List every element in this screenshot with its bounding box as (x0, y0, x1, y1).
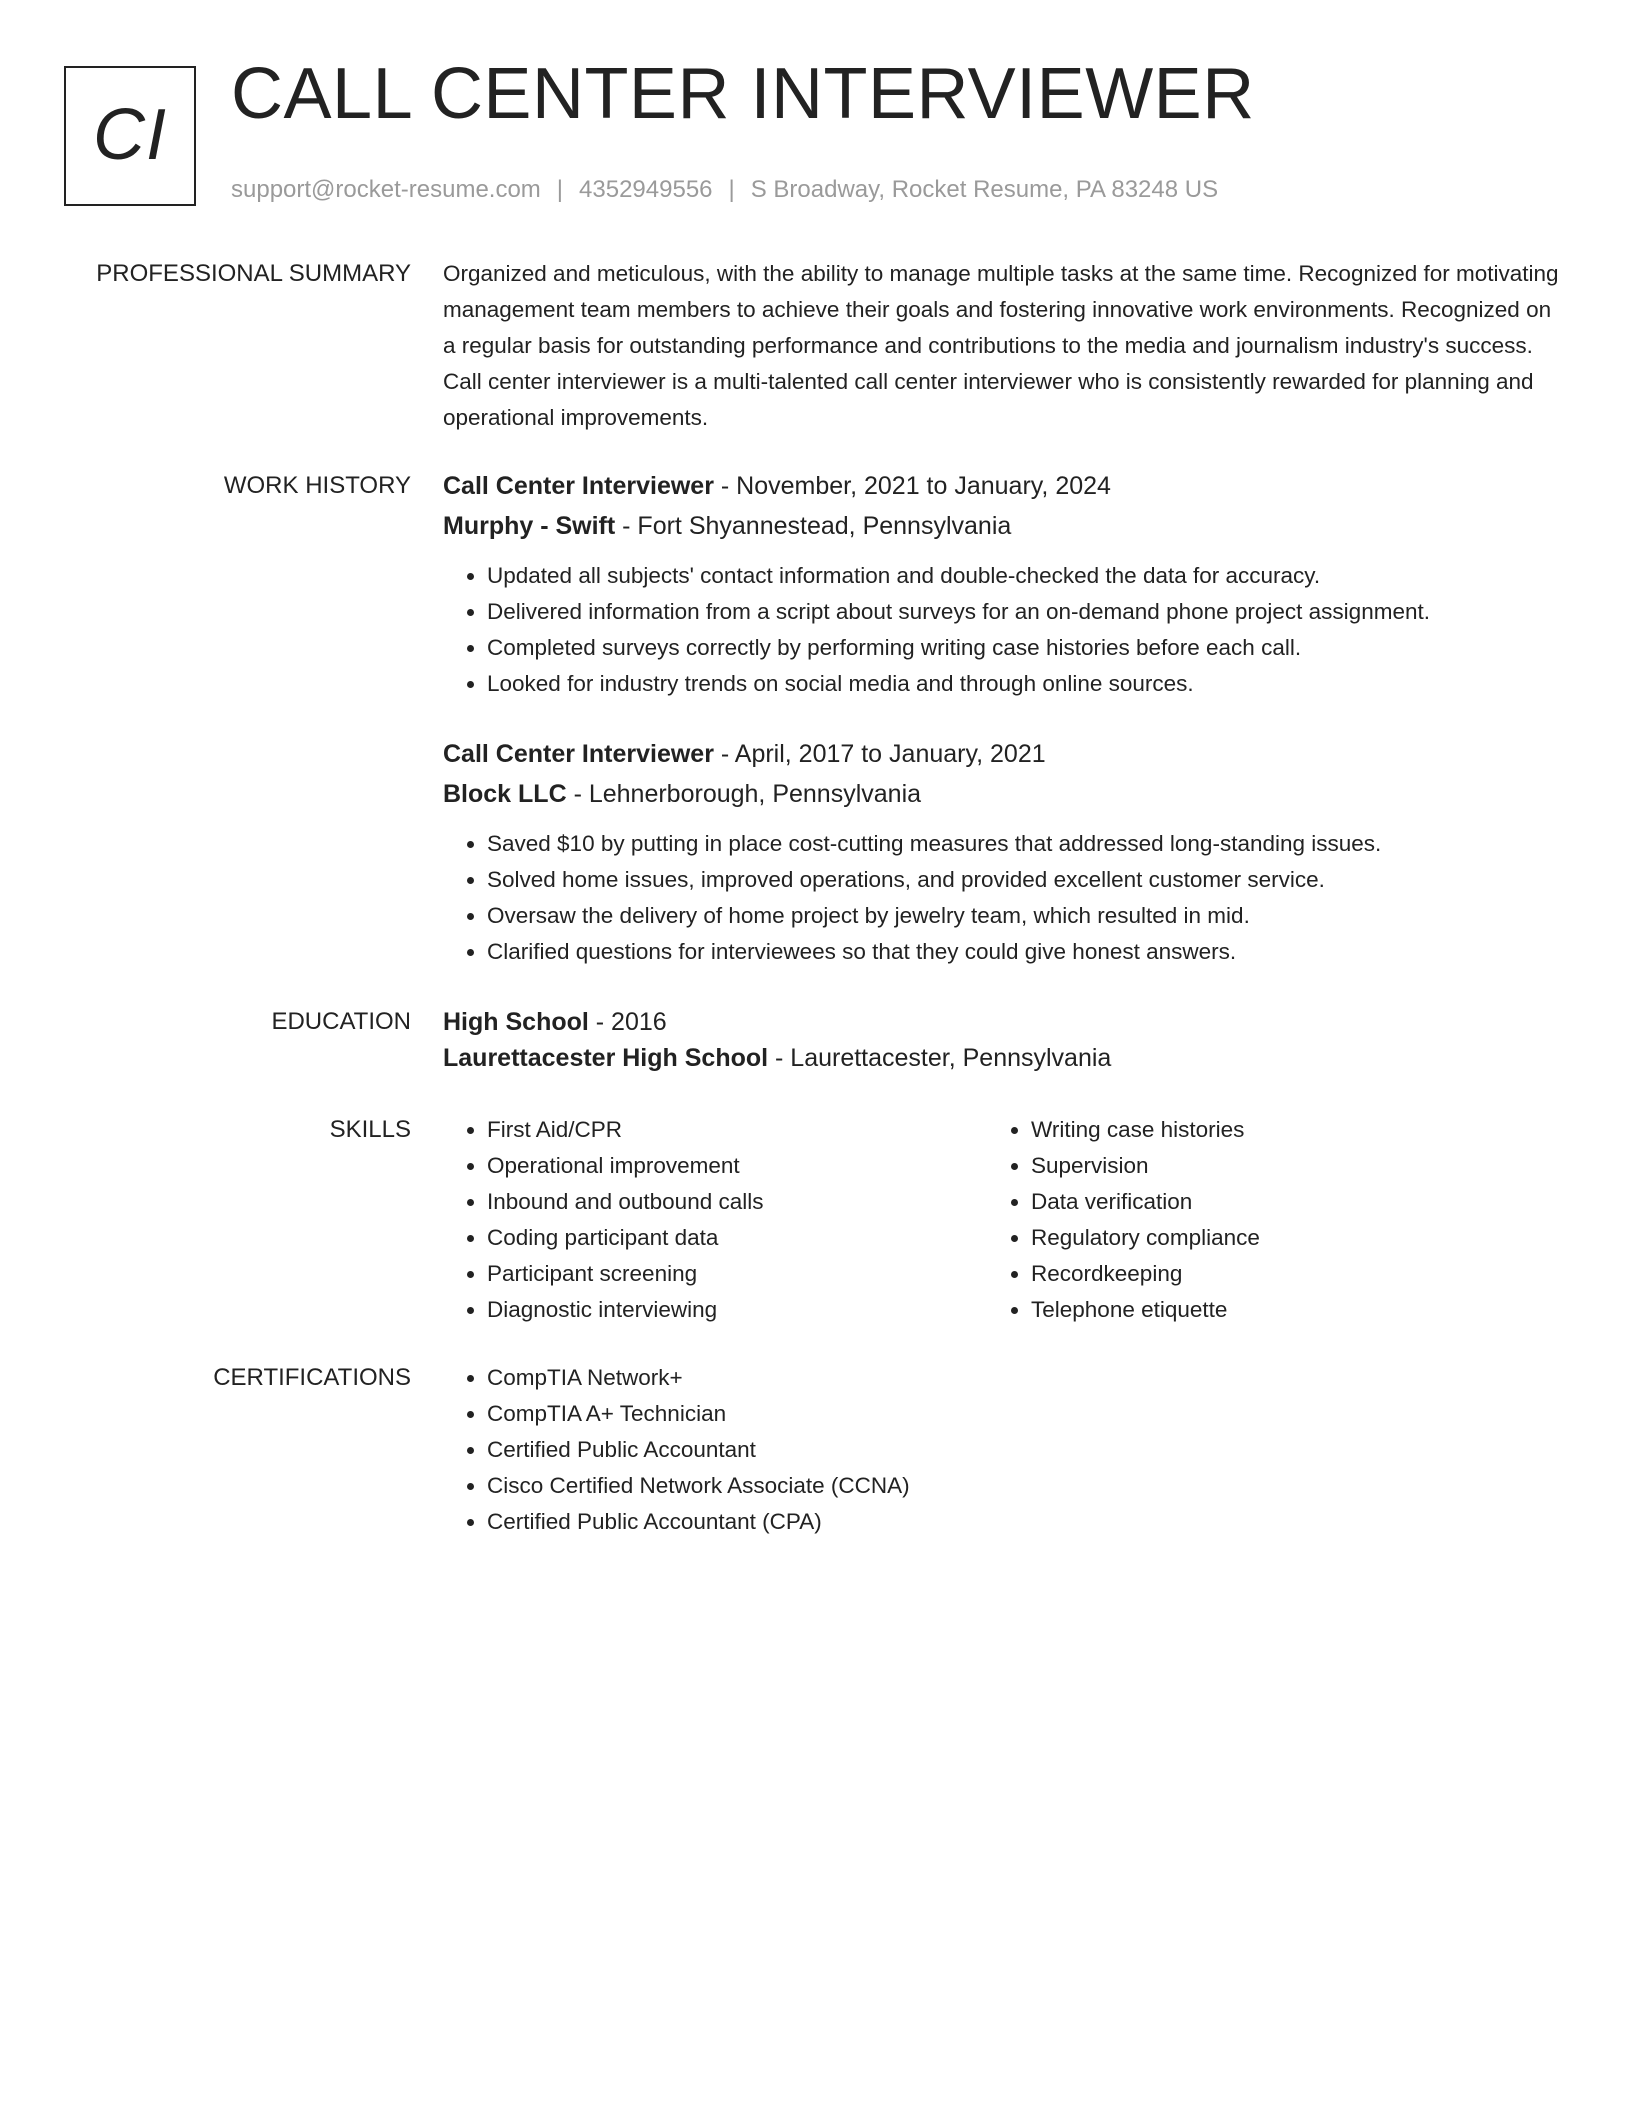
skill-item: • Data verification (1031, 1184, 1531, 1220)
education-degree: High School (443, 1008, 589, 1036)
contact-address: S Broadway, Rocket Resume, PA 83248 US (750, 176, 1219, 203)
skill-item: • Recordkeeping (1031, 1256, 1531, 1292)
section-label-skills: SKILLS (329, 1116, 411, 1143)
job-title: Call Center Interviewer (443, 472, 714, 500)
skills-body (443, 1112, 1563, 1328)
monogram-box (64, 66, 196, 206)
job-entry (443, 468, 1563, 702)
contact-line (231, 176, 1218, 204)
certifications-list (443, 1360, 1563, 1540)
certification-item: • CompTIA A+ Technician (487, 1396, 1563, 1432)
job-bullets (443, 826, 1563, 970)
job-entry (443, 736, 1563, 970)
education-body (443, 1004, 1563, 1076)
job-bullet: • Completed surveys correctly by performing writing case histories before each call. (487, 630, 1563, 666)
summary-text: Organized and meticulous, with the ability to manage multiple tasks at the same time. Recognized for motivating management team members to achieve their goals and fostering innovative work environments. Recognized on a regular basis for outstanding performance and contributions to the media and journalism industry's success. Call center interviewer is a multi-talented call center interviewer who is consistently rewarded for planning and operational improvements. (443, 261, 1559, 430)
summary-body (443, 256, 1563, 436)
job-bullets (443, 558, 1563, 702)
skill-item: • Writing case histories (1031, 1112, 1531, 1148)
job-bullet: • Oversaw the delivery of home project by jewelry team, which resulted in mid. (487, 898, 1563, 934)
job-dates: - April, 2017 to January, 2021 (713, 740, 1046, 768)
job-company-line (443, 776, 1563, 812)
section-label-summary: PROFESSIONAL SUMMARY (96, 260, 411, 287)
job-title-line (443, 736, 1563, 772)
job-company: Block LLC (443, 780, 567, 808)
certification-item: • Certified Public Accountant (CPA) (487, 1504, 1563, 1540)
job-company: Murphy - Swift (443, 512, 616, 540)
skill-item: • Inbound and outbound calls (487, 1184, 987, 1220)
education-school: Laurettacester High School (443, 1044, 769, 1072)
job-bullet: • Solved home issues, improved operations, and provided excellent customer service. (487, 862, 1563, 898)
job-bullet: • Looked for industry trends on social media and through online sources. (487, 666, 1563, 702)
skill-item: • First Aid/CPR (487, 1112, 987, 1148)
education-year: - 2016 (588, 1008, 667, 1036)
skills-columns (443, 1112, 1563, 1328)
education-degree-line (443, 1004, 1563, 1040)
contact-separator: | (556, 176, 564, 203)
candidate-name: CALL CENTER INTERVIEWER (231, 54, 1255, 134)
section-label-certifications: CERTIFICATIONS (213, 1364, 411, 1391)
education-school-line (443, 1040, 1563, 1076)
contact-phone: 4352949556 (579, 176, 713, 203)
job-bullet: • Updated all subjects' contact information and double-checked the data for accuracy. (487, 558, 1563, 594)
certification-item: • CompTIA Network+ (487, 1360, 1563, 1396)
skills-column-2 (987, 1112, 1531, 1328)
job-bullet: • Saved $10 by putting in place cost-cutting measures that addressed long-standing issues. (487, 826, 1563, 862)
skill-item: • Coding participant data (487, 1220, 987, 1256)
job-location: - Lehnerborough, Pennsylvania (566, 780, 922, 808)
job-dates: - November, 2021 to January, 2024 (713, 472, 1111, 500)
skill-item: • Diagnostic interviewing (487, 1292, 987, 1328)
skill-item: • Supervision (1031, 1148, 1531, 1184)
skill-item: • Participant screening (487, 1256, 987, 1292)
job-location: - Fort Shyannestead, Pennsylvania (615, 512, 1012, 540)
skills-column-1 (443, 1112, 987, 1328)
certifications-body (443, 1360, 1563, 1540)
certification-item: • Certified Public Accountant (487, 1432, 1563, 1468)
job-title: Call Center Interviewer (443, 740, 714, 768)
skill-item: • Operational improvement (487, 1148, 987, 1184)
job-bullet: • Delivered information from a script about surveys for an on-demand phone project assignment. (487, 594, 1563, 630)
section-label-work-history: WORK HISTORY (223, 472, 411, 499)
skill-item: • Telephone etiquette (1031, 1292, 1531, 1328)
job-company-line (443, 508, 1563, 544)
contact-email: support@rocket-resume.com (231, 176, 541, 203)
job-title-line (443, 468, 1563, 504)
education-location: - Laurettacester, Pennsylvania (768, 1044, 1112, 1072)
certification-item: • Cisco Certified Network Associate (CCNA) (487, 1468, 1563, 1504)
skill-item: • Regulatory compliance (1031, 1220, 1531, 1256)
contact-separator: | (728, 176, 735, 203)
section-label-education: EDUCATION (271, 1008, 411, 1035)
work-history-body (443, 468, 1563, 970)
monogram-initials: CI (93, 95, 167, 175)
job-bullet: • Clarified questions for interviewees so that they could give honest answers. (487, 934, 1563, 970)
